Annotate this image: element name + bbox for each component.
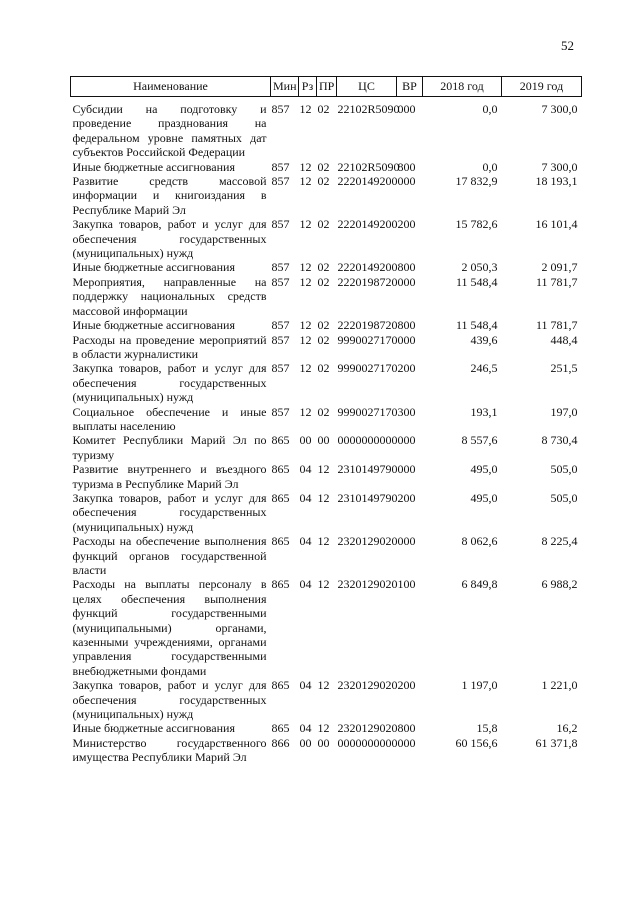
table-row (71, 736, 582, 765)
row-amount-2019: 16,2 (556, 721, 578, 736)
row-vr: 200 (397, 361, 416, 376)
row-rz: 04 (299, 462, 312, 477)
table-row (71, 260, 582, 274)
row-amount-2018: 495,0 (470, 490, 498, 505)
row-pr: 02 (317, 159, 330, 174)
table-row (71, 160, 582, 174)
header-2019: 2019 год (502, 77, 582, 97)
row-rz: 12 (299, 260, 312, 275)
row-pr: 02 (317, 274, 330, 289)
table-row (71, 405, 582, 434)
row-amount-2019: 16 101,4 (535, 217, 578, 232)
row-amount-2018: 246,5 (470, 361, 498, 376)
row-pr: 02 (317, 332, 330, 347)
row-amount-2018: 8 062,6 (461, 534, 498, 549)
row-pr: 12 (317, 678, 330, 693)
row-min: 857 (271, 318, 290, 333)
row-cs: 9990027170 (337, 361, 398, 376)
row-vr: 800 (397, 260, 416, 275)
row-rz: 12 (299, 102, 312, 116)
row-min: 865 (271, 721, 290, 736)
row-min: 865 (271, 678, 290, 693)
row-vr: 000 (397, 174, 416, 189)
table-row (71, 275, 582, 318)
row-vr: 100 (397, 577, 416, 592)
row-cs: 9990027170 (337, 332, 398, 347)
row-min: 865 (271, 462, 290, 477)
row-vr: 000 (397, 735, 416, 750)
row-cs: 22102R5090 (337, 102, 400, 116)
row-pr: 00 (317, 433, 330, 448)
row-pr: 12 (317, 534, 330, 549)
row-min: 857 (271, 404, 290, 419)
row-vr: 000 (397, 332, 416, 347)
row-cs: 2320129020 (337, 721, 398, 736)
row-name: Расходы на проведение мероприятий в области журналистики (72, 332, 267, 361)
row-vr: 800 (397, 318, 416, 333)
row-cs: 9990027170 (337, 404, 398, 419)
row-name: Расходы на выплаты персоналу в целях обеспечения выполнения функций государственными (муниципальными) органами, казенными учреждениями, органами управления государственными внебюджетными фондами (72, 577, 267, 678)
row-amount-2018: 2 050,3 (461, 260, 498, 275)
row-rz: 12 (299, 404, 312, 419)
row-name: Иные бюджетные ассигнования (72, 260, 235, 275)
row-amount-2019: 7 300,0 (541, 159, 578, 174)
row-rz: 12 (299, 217, 312, 232)
row-amount-2018: 15 782,6 (455, 217, 498, 232)
row-amount-2019: 2 091,7 (541, 260, 578, 275)
header-vr: ВР (397, 77, 423, 97)
row-amount-2018: 11 548,4 (455, 274, 498, 289)
row-amount-2018: 193,1 (470, 404, 498, 419)
page-number: 52 (561, 38, 574, 53)
row-name: Иные бюджетные ассигнования (72, 721, 235, 736)
row-min: 865 (271, 534, 290, 549)
row-amount-2018: 439,6 (470, 332, 498, 347)
row-min: 857 (271, 332, 290, 347)
row-rz: 04 (299, 721, 312, 736)
row-amount-2019: 11 781,7 (535, 274, 578, 289)
row-name: Развитие внутреннего и въездного туризма в Республике Марий Эл (72, 462, 267, 491)
header-min: Мин (271, 77, 299, 97)
row-name: Закупка товаров, работ и услуг для обеспечения государственных (муниципальных) нужд (72, 490, 267, 534)
row-pr: 02 (317, 318, 330, 333)
row-vr: 000 (397, 433, 416, 448)
row-rz: 12 (299, 274, 312, 289)
table-row (71, 491, 582, 534)
row-amount-2019: 1 221,0 (541, 678, 578, 693)
row-vr: 800 (397, 721, 416, 736)
row-cs: 2220198720 (337, 274, 398, 289)
row-cs: 2220149200 (337, 260, 398, 275)
row-min: 857 (271, 361, 290, 376)
row-cs: 2220149200 (337, 174, 398, 189)
row-min: 857 (271, 274, 290, 289)
header-pr: ПР (317, 77, 337, 97)
row-amount-2019: 197,0 (550, 404, 578, 419)
table-row (71, 97, 582, 160)
row-rz: 00 (299, 735, 312, 750)
row-pr: 02 (317, 174, 330, 189)
row-min: 857 (271, 159, 290, 174)
row-min: 857 (271, 217, 290, 232)
row-name: Иные бюджетные ассигнования (72, 318, 235, 333)
row-name: Закупка товаров, работ и услуг для обеспечения государственных (муниципальных) нужд (72, 217, 267, 261)
header-rz: Рз (299, 77, 317, 97)
row-min: 866 (271, 735, 290, 750)
table-row (71, 534, 582, 577)
row-amount-2019: 448,4 (550, 332, 578, 347)
row-rz: 12 (299, 361, 312, 376)
table-row (71, 318, 582, 332)
row-min: 857 (271, 102, 290, 116)
row-name: Иные бюджетные ассигнования (72, 159, 235, 174)
row-vr: 200 (397, 217, 416, 232)
row-vr: 000 (397, 534, 416, 549)
row-pr: 12 (317, 577, 330, 592)
row-name: Министерство государственного имущества Республики Марий Эл (72, 735, 267, 765)
row-pr: 02 (317, 102, 330, 116)
row-amount-2018: 495,0 (470, 462, 498, 477)
row-name: Закупка товаров, работ и услуг для обеспечения государственных (муниципальных) нужд (72, 361, 267, 405)
row-amount-2019: 505,0 (550, 462, 578, 477)
row-cs: 0000000000 (337, 433, 398, 448)
row-rz: 04 (299, 577, 312, 592)
table-row (71, 678, 582, 721)
table-row (71, 433, 582, 462)
row-rz: 04 (299, 490, 312, 505)
row-amount-2018: 17 832,9 (455, 174, 498, 189)
row-amount-2018: 6 849,8 (461, 577, 498, 592)
row-cs: 2220149200 (337, 217, 398, 232)
row-amount-2018: 11 548,4 (455, 318, 498, 333)
row-min: 857 (271, 260, 290, 275)
row-vr: 000 (397, 274, 416, 289)
row-pr: 02 (317, 217, 330, 232)
row-amount-2019: 11 781,7 (535, 318, 578, 333)
row-min: 865 (271, 433, 290, 448)
table-row (71, 174, 582, 217)
row-amount-2019: 251,5 (550, 361, 578, 376)
table-row (71, 333, 582, 362)
row-pr: 12 (317, 721, 330, 736)
row-vr: 000 (397, 102, 416, 116)
row-name: Комитет Республики Марий Эл по туризму (72, 433, 267, 462)
row-min: 865 (271, 490, 290, 505)
row-amount-2018: 8 557,6 (461, 433, 498, 448)
row-name: Социальное обеспечение и иные выплаты населению (72, 404, 267, 433)
row-vr: 000 (397, 462, 416, 477)
table-row (71, 462, 582, 491)
row-amount-2018: 1 197,0 (461, 678, 498, 693)
row-rz: 12 (299, 332, 312, 347)
row-amount-2018: 0,0 (482, 159, 498, 174)
row-pr: 02 (317, 404, 330, 419)
header-cs: ЦС (337, 77, 397, 97)
table-row (71, 577, 582, 678)
row-rz: 12 (299, 318, 312, 333)
header-2018: 2018 год (423, 77, 502, 97)
row-amount-2019: 505,0 (550, 490, 578, 505)
row-pr: 02 (317, 361, 330, 376)
row-rz: 00 (299, 433, 312, 448)
row-pr: 12 (317, 490, 330, 505)
table-row (71, 721, 582, 735)
row-cs: 22102R5090 (337, 159, 400, 174)
row-amount-2019: 7 300,0 (541, 102, 578, 116)
row-cs: 2220198720 (337, 318, 398, 333)
row-pr: 02 (317, 260, 330, 275)
row-cs: 0000000000 (337, 735, 398, 750)
table-row (71, 217, 582, 260)
table-header-row (71, 77, 582, 97)
row-name: Субсидии на подготовку и проведение празднования на федеральном уровне памятных дат субъектов Российской Федерации (72, 102, 267, 160)
row-vr: 200 (397, 490, 416, 505)
row-cs: 2310149790 (337, 462, 398, 477)
row-name: Мероприятия, направленные на поддержку национальных средств массовой информации (72, 274, 267, 318)
budget-table (70, 76, 582, 765)
row-vr: 300 (397, 404, 416, 419)
row-name: Развитие средств массовой информации и книгоиздания в Республике Марий Эл (72, 174, 267, 217)
row-pr: 00 (317, 735, 330, 750)
row-name: Закупка товаров, работ и услуг для обеспечения государственных (муниципальных) нужд (72, 678, 267, 722)
row-amount-2019: 8 225,4 (541, 534, 578, 549)
row-vr: 200 (397, 678, 416, 693)
row-vr: 800 (397, 159, 416, 174)
table-body (71, 97, 582, 765)
row-rz: 12 (299, 159, 312, 174)
row-rz: 04 (299, 678, 312, 693)
row-pr: 12 (317, 462, 330, 477)
row-amount-2018: 60 156,6 (455, 735, 498, 750)
row-amount-2018: 0,0 (482, 102, 498, 116)
row-cs: 2320129020 (337, 534, 398, 549)
row-amount-2019: 18 193,1 (535, 174, 578, 189)
row-amount-2018: 15,8 (476, 721, 498, 736)
row-cs: 2310149790 (337, 490, 398, 505)
row-rz: 12 (299, 174, 312, 189)
row-amount-2019: 6 988,2 (541, 577, 578, 592)
row-amount-2019: 8 730,4 (541, 433, 578, 448)
row-min: 865 (271, 577, 290, 592)
row-min: 857 (271, 174, 290, 189)
row-cs: 2320129020 (337, 678, 398, 693)
row-rz: 04 (299, 534, 312, 549)
row-amount-2019: 61 371,8 (535, 735, 578, 750)
table-row (71, 361, 582, 404)
header-name: Наименование (71, 77, 271, 97)
row-name: Расходы на обеспечение выполнения функций органов государственной власти (72, 534, 267, 577)
row-cs: 2320129020 (337, 577, 398, 592)
